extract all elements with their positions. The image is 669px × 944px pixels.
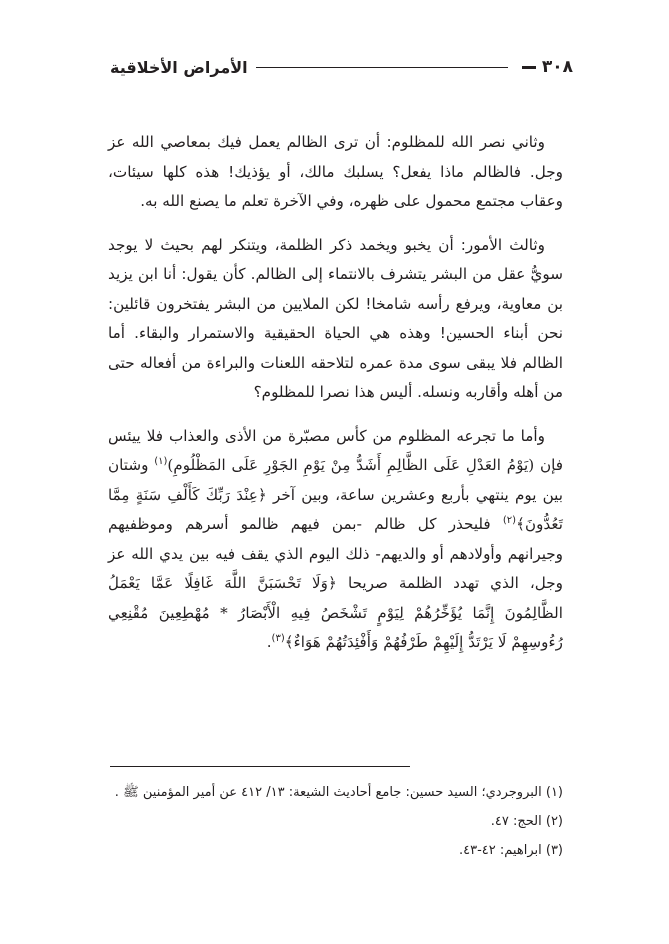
header-dash (522, 66, 536, 69)
footnote-2: (٢) الحج: ٤٧. (490, 814, 563, 829)
quran-quote-1: ﴿عِنْدَ رَبِّكَ كَأَلْفِ سَنَةٍ مِمَّا تَعُدُّونَ﴾ (108, 485, 563, 533)
page-header (110, 52, 573, 82)
quran-quote-2: ﴿وَلَا تَحْسَبَنَّ اللَّهَ غَافِلًا عَمَّا يَعْمَلُ الظَّالِمُونَ إِنَّمَا يُؤَخِّرُهُمْ لِيَوْمٍ تَشْخَصُ فِيهِ الْأَبْصَارُ * مُهْطِعِينَ مُقْنِعِي رُءُوسِهِمْ لَا يَرْتَدُّ إِلَيْهِمْ طَرْفُهُمْ وَأَفْئِدَتُهُمْ هَوَاءٌ﴾ (108, 574, 563, 651)
hadith-quote: (يَوْمُ العَدْلِ عَلَى الظَّالِمِ أَشَدُّ مِنْ يَوْمِ الجَوْرِ عَلَى المَظْلُومِ) (167, 456, 535, 474)
main-text (108, 128, 563, 672)
footnote-ref-2[interactable]: (٢) (502, 514, 517, 526)
footnote-ref-1[interactable]: (١) (154, 455, 168, 467)
footnotes (108, 778, 563, 865)
footnote-separator (110, 766, 410, 767)
paragraph-3-end: . (266, 633, 272, 651)
footnote-3: (٣) ابراهيم: ٤٢-٤٣. (458, 843, 563, 858)
paragraph-3-intro: وأما ما تجرعه المظلوم من كأس مصبّرة من الأذى والعذاب فلا ييئس فإن (108, 426, 564, 474)
paragraph-3 (108, 422, 563, 658)
running-title: الأمراض الأخلاقية (110, 57, 248, 77)
footnote-ref-3[interactable]: (٣) (271, 632, 285, 644)
footnote-1: (١) البروجردي؛ السيد حسين: جامع أحاديث الشيعة: ١٣/ ٤١٢ عن أمير المؤمنين ﷺ . (114, 785, 563, 800)
paragraph-1: وثاني نصر الله للمظلوم: أن ترى الظالم يعمل فيك بمعاصي الله عز وجل. فالظالم ماذا يفعل؟ يسلبك مالك، أو يؤذيك! هذه كلها سيئات، وعقاب مجتمع محمول على ظهره، وفي الآخرة تعلم ما يصنع الله به. (108, 133, 563, 210)
paragraph-2: وثالث الأمور: أن يخبو ويخمد ذكر الظلمة، ويتنكر لهم بحيث لا يوجد سويُّ عقل من البشر يتشرف بالانتماء إلى الظالم. كأن يقول: أنا ابن يزيد بن معاوية، ويرفع رأسه شامخا! لكن الملايين من البشر يفتخرون قائلين: نحن أبناء الحسين! وهذه هي الحياة الحقيقية والاستمرار والبقاء. أما الظالم فلا يبقى سوى مدة عمره لتلاحقه اللعنات والبراءة من أفعاله حتى من أهله وأقاربه ونسله. أليس هذا نصرا للمظلوم؟ (108, 235, 563, 401)
paragraph-3-rest: فليحذر كل ظالم -بمن فيهم ظالمو أسرهم وموظفيهم وجيرانهم وأولادهم أو والديهم- ذلك اليوم الذي يقف فيه بين يدي الله عز وجل، الذي تهدد الظلمة صريحا (108, 515, 564, 592)
page-number: ٣٠٨ (541, 57, 573, 77)
header-rule (256, 67, 508, 68)
paragraph-3-mid: وشتان بين يوم ينتهي بأربع وعشرين ساعة، وبين آخر (108, 456, 563, 504)
